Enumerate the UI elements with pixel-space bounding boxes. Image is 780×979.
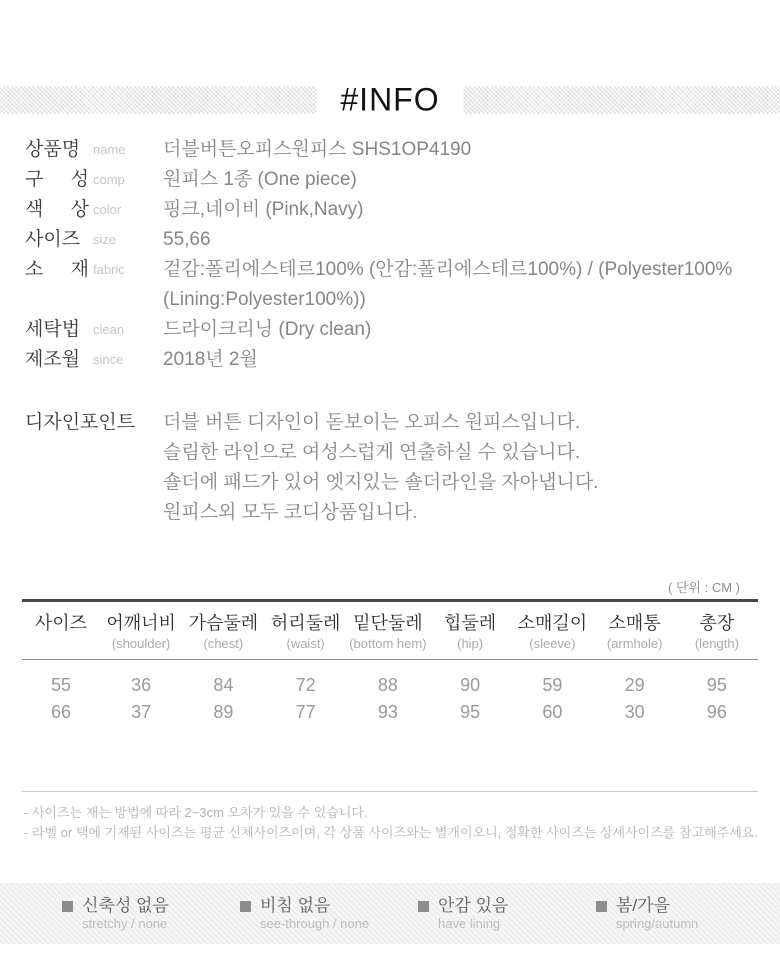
- size-table-header-ko: 사이즈: [34, 613, 88, 633]
- attribute-ko: 봄/가을: [616, 896, 670, 915]
- size-table-header-en: [22, 635, 100, 653]
- square-icon: [240, 901, 251, 912]
- attribute-item: [240, 896, 418, 931]
- size-cell: 96: [706, 702, 727, 722]
- size-notes: [24, 803, 764, 843]
- size-cell: 84: [213, 675, 234, 695]
- size-cell: 77: [295, 702, 316, 722]
- size-cell: 37: [131, 702, 152, 722]
- attribute-en: have lining: [438, 916, 501, 931]
- attribute-text: [616, 896, 698, 931]
- spec-row: [25, 255, 777, 315]
- size-table-header-en: (bottom hem): [349, 636, 427, 651]
- spec-row: [25, 195, 777, 225]
- size-table-header: [265, 601, 347, 660]
- design-point-label: 디자인포인트: [25, 412, 136, 433]
- size-table-header-row: [22, 601, 758, 660]
- design-point-section: [25, 408, 598, 528]
- square-icon: [62, 901, 73, 912]
- unit-label: ( 단위 : CM ): [667, 580, 740, 595]
- size-cell: 36: [131, 675, 152, 695]
- size-table-header-en: (shoulder): [111, 636, 171, 651]
- page-title: #INFO: [316, 80, 463, 121]
- size-table-header-ko: 밑단둘레: [353, 613, 423, 633]
- size-table-header-ko: 어깨너비: [106, 613, 176, 633]
- spec-value: 핑크,네이비 (Pink,Navy): [163, 199, 364, 220]
- spec-label-en: since: [93, 352, 124, 367]
- size-table-header: [347, 601, 429, 660]
- spec-label-en: fabric: [93, 262, 125, 277]
- design-point-line: 더블 버튼 디자인이 돋보이는 오피스 원피스입니다.: [163, 412, 581, 433]
- attribute-en: spring/autumn: [616, 916, 699, 931]
- attribute-text: [82, 896, 169, 931]
- attribute-item: [418, 896, 596, 931]
- size-table-header: [22, 601, 100, 660]
- size-table-header-ko: 허리둘레: [270, 613, 341, 633]
- attribute-en: see-through / none: [260, 916, 370, 931]
- size-table: [22, 599, 758, 726]
- spec-row: [25, 315, 777, 345]
- size-table-header-en: (chest): [203, 636, 244, 651]
- spec-label-en: color: [93, 202, 122, 217]
- spec-row: [25, 345, 777, 375]
- attribute-en: stretchy / none: [82, 916, 168, 931]
- spec-value: 더블버튼오피스원피스 SHS1OP4190: [163, 139, 472, 160]
- attribute-ko: 비침 없음: [260, 896, 331, 915]
- size-cell: 60: [542, 702, 563, 722]
- design-point-line: 슬림한 라인으로 여성스럽게 연출하실 수 있습니다.: [163, 442, 581, 463]
- attribute-item: [62, 896, 240, 931]
- size-table-header: [429, 601, 511, 660]
- square-icon: [596, 901, 607, 912]
- size-cell: 90: [460, 675, 481, 695]
- notes-divider: [22, 791, 758, 792]
- spec-label-ko: 사이즈: [25, 229, 81, 250]
- size-table-header-ko: 소매길이: [517, 613, 588, 633]
- size-cell: 89: [213, 702, 234, 722]
- spec-value: 원피스 1종 (One piece): [163, 169, 357, 190]
- spec-label-en: clean: [93, 322, 125, 337]
- spec-value: 55,66: [163, 229, 211, 250]
- size-cell: 30: [624, 702, 645, 722]
- size-table-header: [511, 601, 593, 660]
- attribute-ko: 신축성 없음: [82, 896, 169, 915]
- spec-label-ko: 색 상: [25, 199, 89, 220]
- attribute-ko: 안감 있음: [438, 896, 509, 915]
- spec-label-ko: 제조월: [25, 349, 81, 370]
- fabric-attribute-bar: [0, 883, 780, 944]
- size-table-header-ko: 소매통: [608, 613, 661, 633]
- size-cell: 66: [50, 702, 72, 722]
- design-point-line: 숄더에 패드가 있어 엣지있는 숄더라인을 자아냅니다.: [163, 472, 599, 493]
- size-table-row: [22, 699, 758, 726]
- spec-label-ko: 상품명: [25, 139, 81, 160]
- attribute-text: [438, 896, 508, 931]
- product-spec-list: [25, 135, 777, 375]
- spec-label-en: name: [93, 142, 126, 157]
- spec-label-en: size: [93, 232, 117, 247]
- spec-row: [25, 135, 777, 165]
- size-cell: 88: [377, 675, 398, 695]
- size-table-header: [100, 601, 182, 660]
- spec-label-en: comp: [93, 172, 125, 187]
- spec-value: 2018년 2월: [163, 349, 258, 370]
- size-cell: 95: [706, 675, 727, 695]
- square-icon: [418, 901, 429, 912]
- spec-label-ko: 소 재: [25, 259, 89, 280]
- size-cell: 95: [460, 702, 481, 722]
- size-cell: 29: [624, 675, 645, 695]
- size-table-header: [676, 601, 758, 660]
- attribute-item: [596, 896, 698, 931]
- size-table-header-ko: 힙둘레: [444, 613, 497, 633]
- spec-row: [25, 165, 777, 195]
- attribute-text: [260, 896, 369, 931]
- size-table-header: [594, 601, 676, 660]
- spec-value: 드라이크리닝 (Dry clean): [163, 319, 372, 340]
- size-table-header-en: (waist): [286, 636, 325, 651]
- spec-row: [25, 225, 777, 255]
- size-cell: 72: [295, 675, 316, 695]
- spec-label-ko: 구 성: [25, 169, 89, 190]
- size-table-row: [22, 660, 758, 700]
- size-table-header-en: (armhole): [606, 636, 663, 651]
- size-table-header-en: (sleeve): [529, 636, 576, 651]
- size-table-header-en: (hip): [457, 636, 484, 651]
- size-table-header-ko: 가슴둘레: [188, 613, 259, 633]
- size-cell: 59: [542, 675, 563, 695]
- spec-value: 겉감:폴리에스테르100% (안감:폴리에스테르100%) / (Polyester100% (Lining:Polyester100%)): [163, 259, 733, 310]
- note-line: - 사이즈는 재는 방법에 따라 2~3cm 오차가 있을 수 있습니다.: [24, 805, 368, 820]
- size-table-header-ko: 총장: [699, 613, 735, 633]
- size-cell: 55: [50, 675, 72, 695]
- size-table-header-en: (length): [694, 636, 739, 651]
- size-table-header: [182, 601, 264, 660]
- design-point-line: 원피스외 모두 코디상품입니다.: [163, 502, 418, 523]
- info-banner-hatch: [0, 81, 780, 118]
- note-line: - 라벨 or 택에 기재된 사이즈는 평균 신체사이즈이며, 각 상품 사이즈와는 별개이오니, 정확한 사이즈는 상세사이즈를 참고해주세요.: [24, 825, 758, 840]
- size-cell: 93: [377, 702, 398, 722]
- spec-label-ko: 세탁법: [25, 319, 81, 340]
- design-point-lines: [163, 408, 598, 528]
